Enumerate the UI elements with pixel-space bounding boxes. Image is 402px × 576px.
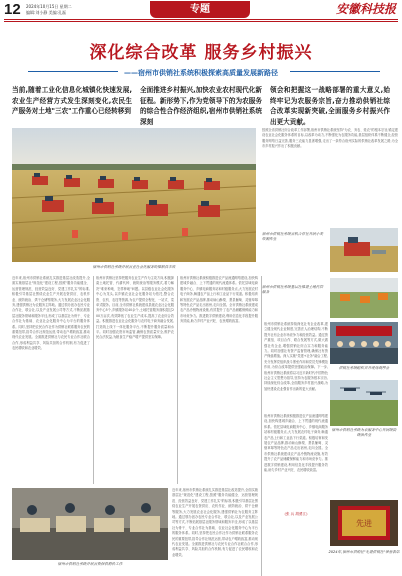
paper-logo: 安徽科技报 xyxy=(335,2,396,16)
photo-combine-harvest xyxy=(330,228,398,272)
lead-column-1: 当前,随着工业化信息化城镇化快速发展,农业生产经营方式发生深刻变化,农民生产服务对土地"三农"工作重心已经转移到 xyxy=(12,86,132,115)
caption-right-2: 宿州市供销社系统基层社推进土地托管服务 xyxy=(262,285,324,294)
caption-right-4: 宿州市供销社系统为农服务中心开展统防统治作业 xyxy=(331,428,397,437)
edition-line: 编辑:刘小静 美编:孔磊 xyxy=(26,10,66,15)
photo-meeting xyxy=(330,322,398,364)
photo-drone-spraying xyxy=(330,380,398,426)
header-rule xyxy=(4,19,398,20)
photo-award-plaque xyxy=(330,500,398,546)
svg-text:先进: 先进 xyxy=(356,519,372,528)
caption-bottom: 宿州市供销社系统开展农资保供稳价工作 xyxy=(57,562,123,566)
column-divider-2 xyxy=(177,276,178,484)
date-line: 2024年10月15日 星期二 xyxy=(26,4,72,9)
caption-right-3: 供销社系统组织召开现场观摩会 xyxy=(338,366,390,370)
lead-column-3: 领会和把握这一战略部署的重大意义,始终牢记为农服务宗旨,奋力推动供销社综合改革实现新突破,全面服务乡村振兴作出更大贡献。 xyxy=(270,86,390,126)
caption-right-5: 2024年,宿州市供销社"先进供销社"荣誉表彰 xyxy=(328,550,400,554)
body-column-right-top: 按照全省供销社综合改革工作部署,宿州市供销社系统坚持"为农、务农、姓农"的根本宗旨,锚定建设农业社会化服务体系的目标,以改革为动力,不断强化为农服务功能,基层组织体系不断健全,经营服务网络日益完善,服务三农能力显著增强,走出了一条符合宿州实际的供销社改革发展之路,为全市乡村振兴作出了积极贡献。 xyxy=(262,128,398,149)
column-divider-1 xyxy=(93,276,94,484)
photo-agri-supplies xyxy=(12,488,168,560)
body-column-1: 近年来,宿州市供销社系统扎实推进基层社改造提升,全面实施基层社"规范化"建设工程,按照"服务功能健全、运营管理规范、经营效益良好、党建工作扎实"的标准,积极引导基层社围绕农业生产开展农资供应、农机作业、统防统治、烘干仓储等服务,大力发展农业社会化服务,建强供销社为农服务主阵地。通过领办创办农民专业合作社、联合社,以及产业发展公司等方式,不断拓展基层社服务领域和服务半径,形成了以基层社为骨干、专业合作社为基础、农业社会化服务中心为平台的服务体系。同时,坚持把农民合作社作为供销社联系服务农民的重要纽带,指导合作社规范运营,带动农户增收致富,推动现代农业发展。全面推进供销社与农民专业合作社联合合作,形成利益共享、风险共担的合作机制,有力促进了农民增收和农业增效。 xyxy=(12,276,90,351)
body-column-2: 宿州市供销社坚持把服务农业生产作为主攻方向,积极探索土地托管、代耕代种、统防统治等服务模式,着力解决"谁来种地、怎样种地"问题。以县级农业社会化服务中心为龙头,以乡镇农业社会化服务站为依托,整合农资、农机、农技等资源,为农户提供全程化、一站式、菜单式服务。目前,全市供销社系统建成县级农业社会化服务中心5个,乡镇服务站40余个,土地托管服务面积超过200万亩次,有效降低了农业生产成本,提高了农业综合效益。积极推进农业社会化服务与农村电子商务融合发展,打造线上线下一体化服务平台,不断提升服务质量和水平。同时加强农资市场监管,确保农资质量安全,维护农民合法权益,为粮食生产稳产增产提供坚实保障。 xyxy=(96,276,174,340)
subheadline: ——宿州市供销社系统积极探索高质量发展新路径 xyxy=(124,69,278,77)
caption-main-photo: 宿州市供销社系统开展农业社会化服务助推粮食丰收 xyxy=(92,265,176,269)
body-column-right-bottom: 宿州市供销社系统积极推进农产品流通网络建设,加快构建城乡融合、上下贯通的现代流通体系。依托县域电商服务中心、乡镇电商服务站和村级服务点,大力发展农村电子商务,畅通农产品上行和工业品下行渠道。积极培育和发展农产品品牌,推动砀山酥梨、萧县葡萄、灵璧草莓等特色农产品走出宿州,走向全国。全市供销社系统建成农产品冷链物流设施,有效提升了农产品储藏保鲜能力和市场竞争力。推进数字供销建设,利用信息化手段提升服务效能,助力乡村产业兴旺、农民增收致富。 xyxy=(264,414,328,473)
caption-right-1: 宿州市供销社系统农机合作社开展小麦收割作业 xyxy=(262,232,324,241)
lead-column-2: 全面推进乡村振兴,加快农业农村现代化新征程。新形势下,作为党领导下的为农服务的综合性合作经济组织,宿州市供销社系统深刻 xyxy=(140,86,262,126)
section-tag: 专题 xyxy=(150,1,250,18)
main-photo-harvest xyxy=(12,128,256,262)
page-number: 12 xyxy=(4,1,21,18)
byline: (张 兵 胡勇江) xyxy=(284,512,308,516)
body-column-3: 宿州市供销社系统积极推进农产品流通网络建设,加快构建城乡融合、上下贯通的现代流通体系。依托县域电商服务中心、乡镇电商服务站和村级服务点,大力发展农村电子商务,畅通农产品上行和工业品下行渠道。积极培育和发展农产品品牌,推动砀山酥梨、萧县葡萄、灵璧草莓等特色农产品走出宿州,走向全国。全市供销社系统建成农产品冷链物流设施,有效提升了农产品储藏保鲜能力和市场竞争力。推进数字供销建设,利用信息化手段提升服务效能,助力乡村产业兴旺、农民增收致富。 xyxy=(180,276,258,324)
header-rule-thin xyxy=(4,21,398,22)
headline: 深化综合改革 服务乡村振兴 xyxy=(89,43,313,63)
body-column-bottom: 近年来,宿州市供销社系统扎实推进基层社改造提升,全面实施基层社"规范化"建设工程,按照"服务功能健全、运营管理规范、经营效益良好、党建工作扎实"的标准,积极引导基层社围绕农业生产开展农资供应、农机作业、统防统治、烘干仓储等服务,大力发展农业社会化服务,建强供销社为农服务主阵地。通过领办创办农民专业合作社、联合社,以及产业发展公司等方式,不断拓展基层社服务领域和服务半径,形成了以基层社为骨干、专业合作社为基础、农业社会化服务中心为平台的服务体系。同时,坚持把农民合作社作为供销社联系服务农民的重要纽带,指导合作社规范运营,带动农户增收致富,推动现代农业发展。全面推进供销社与农民专业合作社联合合作,形成利益共享、风险共担的合作机制,有力促进了农民增收和农业增效。 xyxy=(172,488,258,557)
body-column-right-mid: 宿州市供销社系统持续深化社有企业改革,建立健全现代企业制度,完善法人治理结构,不断提升社有企业市场竞争力和经营效益。通过资产重组、项目合作、联合发展等方式,做大做强社有企业,增强供销社综合实力和服务能力。同时加强社有资产监督管理,确保社有资产保值增值。深入实施"党建+社务"融合工程,充分发挥党组织战斗堡垒作用和党员先锋模范作用,为综合改革提供坚强政治保障。下一步,宿州市供销社系统将以习近平新时代中国特色社会主义思想为指导,坚持为农服务根本宗旨,持续深化综合改革,全面服务乡村振兴战略,为加快建设农业强省作出新的更大贡献。 xyxy=(264,322,328,391)
column-divider-3 xyxy=(261,276,262,576)
photo-land-trusteeship xyxy=(330,278,398,318)
